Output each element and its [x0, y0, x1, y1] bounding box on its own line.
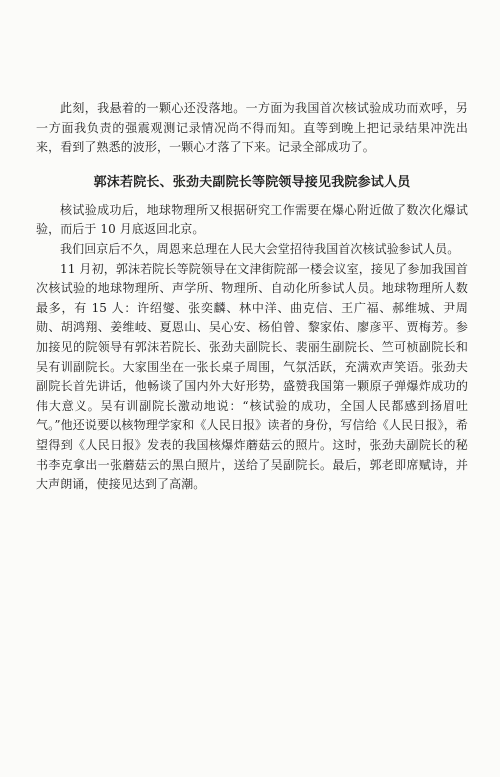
page-content	[36, 99, 468, 495]
section-heading: 郭沫若院长、张劲夫副院长等院领导接见我院参试人员	[93, 174, 411, 190]
paragraph-recording-success: 此刻，我悬着的一颗心还没落地。一方面为我国首次核试验成功而欢呼，另一方面我负责的强震观测记录情况尚不得而知。直等到晚上把记录结果冲洗出来，看到了熟悉的波形，一颗心才落了下来。记录全部成功了。	[36, 101, 468, 155]
paragraph-premier-reception: 我们回京后不久，周恩来总理在人民大会堂招待我国首次核试验参试人员。	[60, 241, 460, 256]
paragraph-after-test: 核试验成功后，地球物理所又根据研究工作需要在爆心附近做了数次化爆试验，而后于 10 月底返回北京。	[36, 202, 468, 237]
paragraph-leaders-meeting: 11 月初，郭沫若院长等院领导在文津街院部一楼会议室，接见了参加我国首次核试验的地球物理所、声学所、物理所、自动化所参试人员。地球物理所人数最多，有 15 人：许绍燮、张奕麟、林中洋、曲克信、王广福、郝维城、尹周勋、胡鸿翔、姜维岐、夏恩山、吴心安、杨伯曾、黎家佑、廖彦平、贾梅芳。参加接见的院领导有郭沫若院长、张劲夫副院长、裴丽生副院长、竺可桢副院长和吴有训副院长。大家围坐在一张长桌子周围，气氛活跃，充满欢声笑语。张劲夫副院长首先讲话，他畅谈了国内外大好形势，盛赞我国第一颗原子弹爆炸成功的伟大意义。吴有训副院长激动地说：“核试验的成功，全国人民都感到扬眉吐气。”他还说要以核物理学家和《人民日报》读者的身份，写信给《人民日报》，希望得到《人民日报》发表的我国核爆炸蘑菇云的照片。这时，张劲夫副院长的秘书李克拿出一张蘑菇云的黑白照片，送给了吴副院长。最后，郭老即席赋诗，并大声朗诵，使接见达到了高潮。	[36, 261, 468, 492]
